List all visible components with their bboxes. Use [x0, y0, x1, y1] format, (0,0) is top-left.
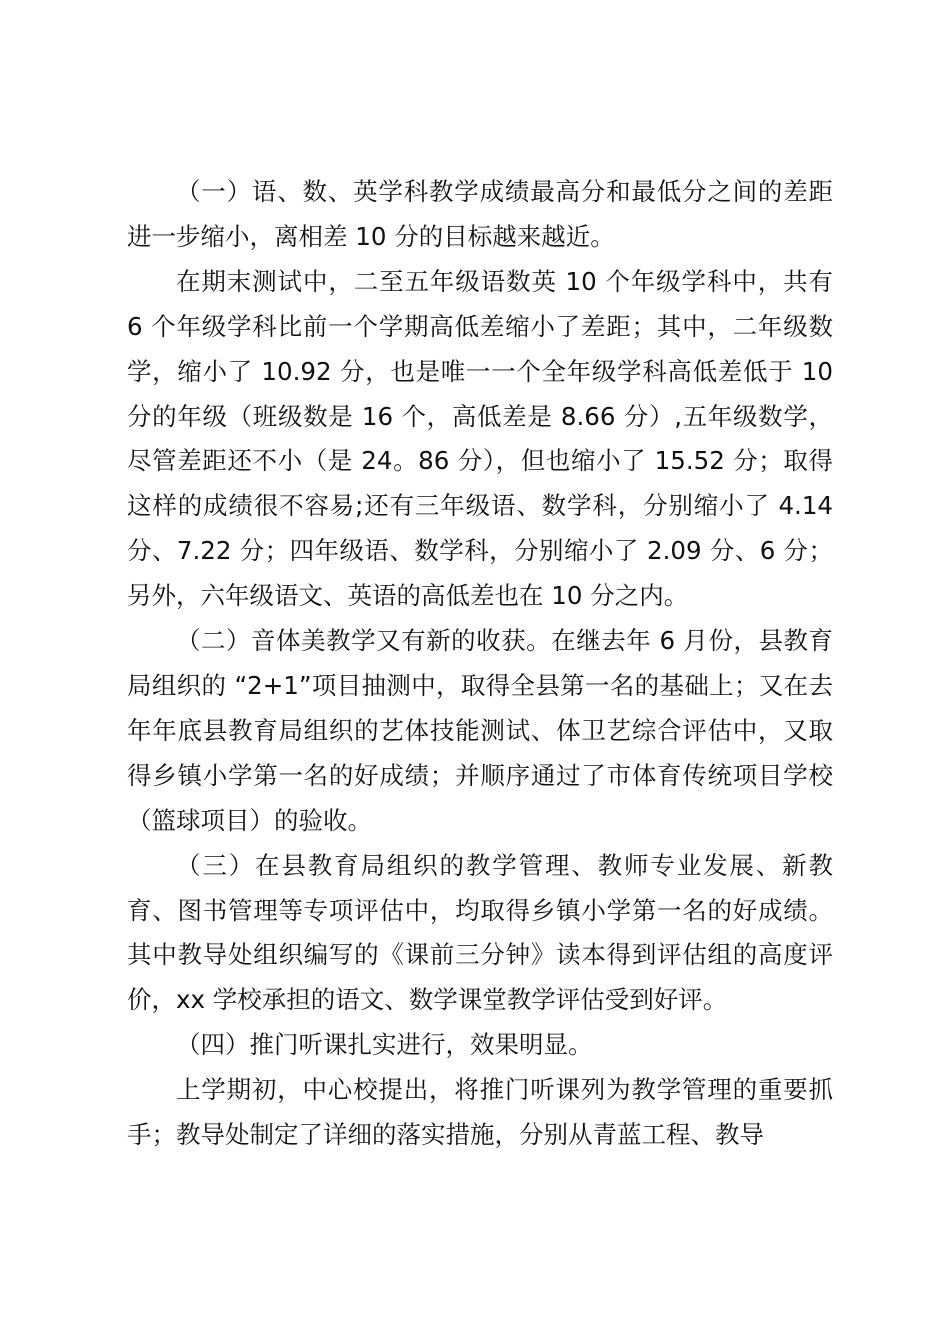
- paragraph-section-one-heading: （一）语、数、英学科教学成绩最高分和最低分之间的差距进一步缩小，离相差 10 分的目标越来越近。: [127, 177, 833, 251]
- paragraph-section-three-evaluation: （三）在县教育局组织的教学管理、教师专业发展、新教育、图书管理等专项评估中，均取得乡镇小学第一名的好成绩。其中教导处组织编写的《课前三分钟》读本得到评估组的高度评价，xx 学校承担的语文、数学课堂教学评估受到好评。: [127, 850, 833, 1015]
- paragraph-section-two-arts: （二）音体美教学又有新的收获。在继去年 6 月份，县教育局组织的 “2+1”项目抽测中，取得全县第一名的基础上；又在去年年底县教育局组织的艺体技能测试、体卫艺综合评估中，又取得乡镇小学第一名的好成绩；并顺序通过了市体育传统项目学校（篮球项目）的验收。: [127, 626, 833, 835]
- paragraph-semester-start: 上学期初，中心校提出，将推门听课列为教学管理的重要抓手；教导处制定了详细的落实措施，分别从青蓝工程、教导: [127, 1075, 833, 1150]
- paragraph-section-four-heading: （四）推门听课扎实进行，效果明显。: [176, 1030, 593, 1060]
- document-body: [127, 170, 833, 1158]
- paragraph-final-exam-results: 在期末测试中，二至五年级语数英 10 个年级学科中，共有 6 个年级学科比前一个学期高低差缩小了差距；其中，二年级数学，缩小了 10.92 分，也是唯一一个全年级学科高低差低于 10 分的年级（班级数是 16 个，高低差是 8.66 分）,五年级数学，尽管差距还不小（是 24。86 分），但也缩小了 15.52 分；取得这样的成绩很不容易;还有三年级语、数学科，分别缩小了 4.14 分、7.22 分；四年级语、数学科，分别缩小了 2.09 分、6 分；另外，六年级语文、英语的高低差也在 10 分之内。: [127, 266, 833, 611]
